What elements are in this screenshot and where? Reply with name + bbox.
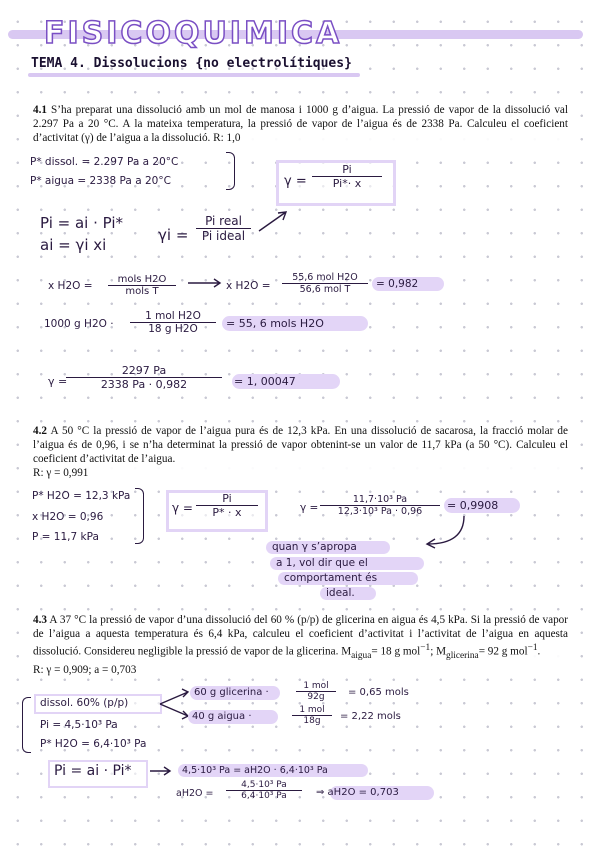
arrow-right-icon [186,276,224,290]
problem-text: A 50 °C la pressió de vapor de l’aigua pura és de 12,3 kPa. En una dissolució de sacarosa, la fracció molar de l’aigua és de 0,96, i se n’ha determinat la pressió de vapor obtenint-se un valor de 11,7 kPa (a 50 °C). Calculeu el coeficient d’activitat de l’aigua. [33,425,568,465]
gi-lhs: γi = [158,226,189,244]
note-p-h2o: P* H2O = 6,4·10³ Pa [40,738,147,750]
note-pi: Pi = 4,5·10³ Pa [40,719,118,731]
problem-number: 4.3 [33,614,47,626]
g2-lhs: 40 g aigua · [192,711,252,722]
gi-fraction [196,214,251,243]
g2-result: = 2,22 mols [340,711,401,722]
g-lhs: γ = [48,375,68,388]
gi-den: Pi ideal [201,229,246,243]
x2-fraction [282,272,368,295]
f-num: Pi [196,492,258,506]
g-num: 2297 Pa [66,364,222,378]
comment-line: ideal. [326,587,355,599]
conv-lhs: 1000 g H2O · [44,318,114,330]
g-fraction [66,364,222,391]
problem-answer: R: γ = 0,991 [33,467,89,479]
c-lhs: γ = [300,502,319,514]
g1-fraction [296,681,336,702]
note-p: P = 11,7 kPa [32,531,99,543]
curved-arrow-icon [420,514,470,550]
r2-result: ⇒ aH2O = 0,703 [316,787,399,798]
brace [135,488,144,544]
note-pi-eq: Pi = ai · Pi* [40,214,124,232]
comment-line: a 1, vol dir que el [276,557,368,569]
x2-result: = 0,982 [376,278,419,290]
note-dissol: dissol. 60% (p/p) [40,697,129,709]
r2-den: 6,4·10³ Pa [241,791,287,801]
problem-text: S’ha preparat una dissolució amb un mol de manosa i 1000 g d’aigua. La pressió de vapor de la dissolució val 2.297 Pa a 20 °C. A la mateixa temperatura, la pressió de vapor de l’aigua és de 2338 Pa. Calculeu el coeficient d’activitat (γ) de l’aigua a la dissolució. R: 1,0 [33,104,568,144]
g1-lhs: 60 g glicerina · [194,687,269,698]
gi-num: Pi real [196,214,251,229]
gamma-den: Pi*· x [332,177,362,190]
comment-line: comportament és [284,572,378,584]
gamma-fraction [312,163,382,190]
x-lhs: x H2O = [48,280,93,292]
brace [22,697,31,753]
conv-fraction [130,310,216,335]
f-den: P* · x [212,506,242,519]
gamma-num: Pi [312,163,382,177]
c-den: 12,3·10³ Pa · 0,96 [337,506,423,517]
c-result: = 0,9908 [447,499,499,512]
g2-fraction [292,705,332,726]
g-den: 2338 Pa · 0,982 [100,378,188,391]
problem-number: 4.2 [33,425,47,437]
gamma-lhs: γ = [284,174,307,189]
x2-lhs: x H2O = [226,280,271,292]
f-fraction [196,492,258,519]
x-num: mols H2O [108,274,176,286]
problem-4-2 [33,424,568,480]
m-glic-val: = 92 g mol [478,645,528,658]
page-subtitle: TEMA 4. Dissolucions {no electrolítiques} [31,56,352,71]
g1-den: 92g [307,692,325,702]
note-p-aigua: P* aigua = 2338 Pa a 20°C [30,175,171,187]
m-aigua-sub: aigua [351,650,372,661]
exponent: −1 [527,643,538,653]
arrow-icon [256,208,290,234]
x-fraction [108,274,176,297]
g1-result: = 0,65 mols [348,687,409,698]
x-den: mols T [125,286,159,297]
comment-line: quan γ s’apropa [272,541,357,553]
note-ai-eq: ai = γi xi [40,236,107,254]
m-glic-sub: glicerina [446,650,479,661]
r2-num: 4,5·10³ Pa [226,780,302,791]
exponent: −1 [420,643,431,653]
r2-fraction [226,780,302,801]
arrow-right-icon [148,764,174,778]
problem-4-3: 4.3 A 37 °C la pressió de vapor d’una dissolució del 60 % (p/p) de glicerina en aigua és 4,5 kPa. Si la pressió de vapor de l’aigua a aquesta temperatura és 6,4 kPa, calculeu el coeficient d’activitat i l’activitat de l’aigua en aquesta dissolució. Considereu negligible la pressió de vapor de la glicerina. $M_{aigua}= 18$ g mol$^{-1}$; $M_{glicerina}= 92$ g mol$^{-1}$. R: γ = 0,909; a = 0,703 [33,614,568,676]
x2-num: 55,6 mol H2O [282,272,368,284]
note-p-dissol: P* dissol. = 2.297 Pa a 20°C [30,156,179,168]
conv-den: 18 g H2O [148,323,198,335]
branch-arrows-icon [158,684,192,724]
m-aigua-val: = 18 g mol [371,645,421,658]
conv-num: 1 mol H2O [130,310,216,323]
problem-4-1 [33,103,568,145]
problem-answer: R: γ = 0,909; a = 0,703 [33,663,137,676]
c-num: 11,7·10³ Pa [320,494,440,506]
r2-lhs: aH2O = [176,788,214,799]
brace [226,152,235,190]
problem-text: A 37 °C la pressió de vapor d’una dissolució del 60 % (p/p) de glicerina en aigua és 4,5 kPa. Si la pressió de vapor de l’aigua a aquesta temperatura és 6,4 kPa, calculeu el coeficient d’activitat i l’activitat de l’aigua en aquesta dissolució. Considereu negligible la pressió de vapor de la glicerina. M [33,614,568,658]
g2-den: 18g [303,716,321,726]
r1-equation: 4,5·10³ Pa = aH2O · 6,4·10³ Pa [182,765,328,776]
g-result: = 1, 00047 [234,375,296,388]
note-x-h2o: x H2O = 0,96 [32,511,104,523]
f-lhs: γ = [172,501,193,515]
g1-num: 1 mol [296,681,336,692]
conv-result: = 55, 6 mols H2O [226,317,324,330]
x2-den: 56,6 mol T [299,284,351,295]
note-pi-eq: Pi = ai · Pi* [54,763,132,779]
g2-num: 1 mol [292,705,332,716]
problem-number: 4.1 [33,104,47,116]
note-p-h2o: P* H2O = 12,3 kPa [32,490,131,502]
page-title: FISICOQUIMICA [44,16,343,51]
subtitle-highlight [28,73,360,77]
